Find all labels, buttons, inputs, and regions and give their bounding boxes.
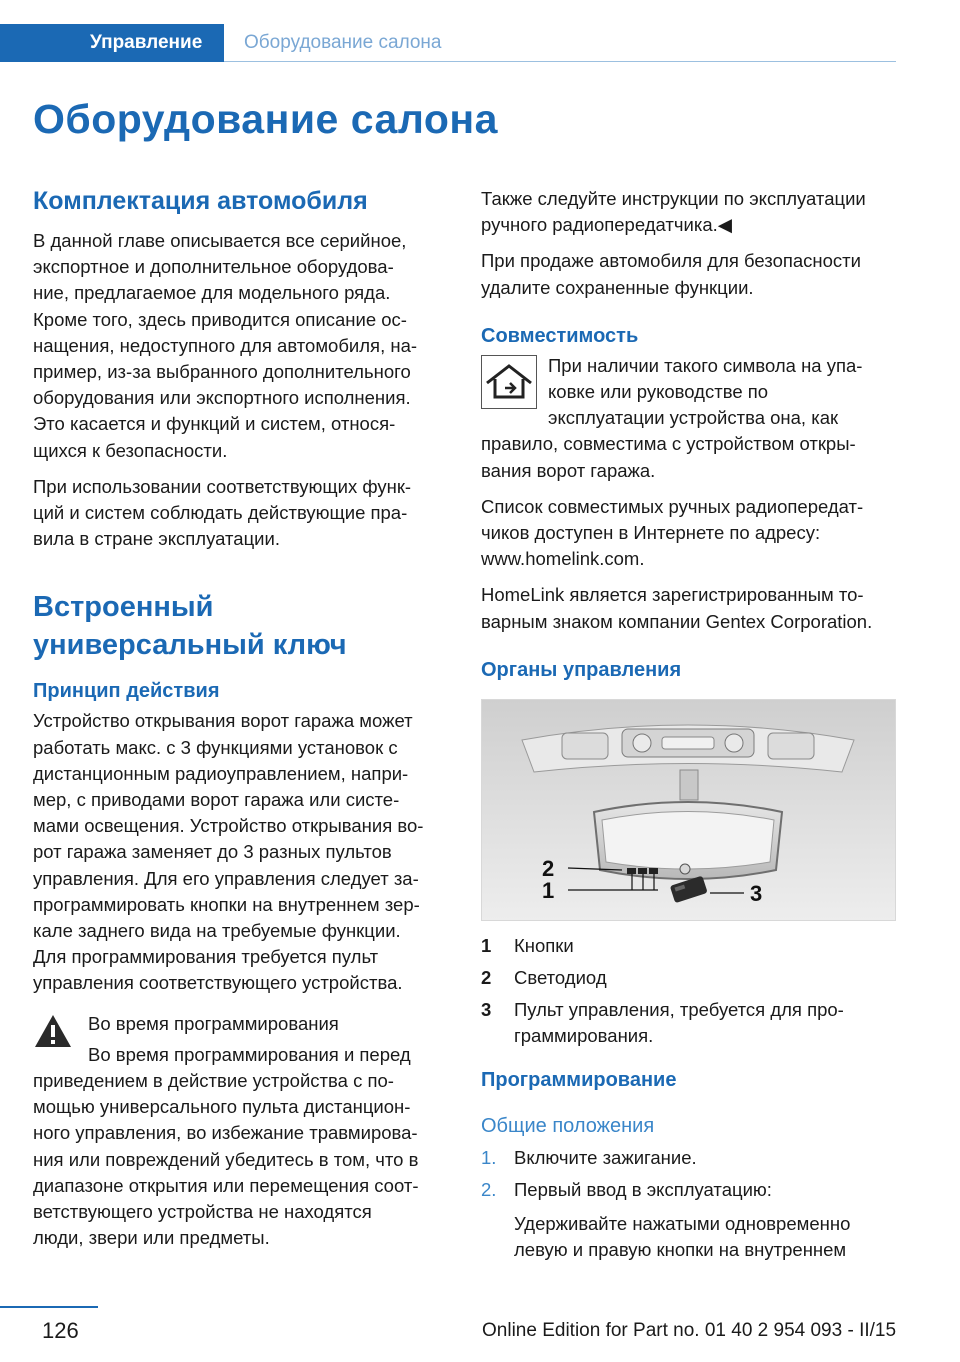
- heading-general: Общие положения: [481, 1114, 655, 1137]
- edition-note: Online Edition for Part no. 01 40 2 954 093 - II/15: [482, 1320, 897, 1341]
- paragraph-equipment: [33, 228, 453, 464]
- legend-text: граммирования.: [514, 1024, 654, 1046]
- text-line: работать макс. с 3 функциями установок с: [33, 736, 398, 758]
- text-line: вила в стране эксплуатации.: [33, 528, 280, 550]
- text-line: программировать кнопки на внутреннем зер‐: [33, 893, 420, 915]
- text-line: рот гаража заменяет до 3 разных пультов: [33, 841, 392, 863]
- list-item: [481, 965, 901, 991]
- paragraph-manual: [481, 186, 901, 238]
- text-line: удалите сохраненные функции.: [481, 276, 754, 298]
- heading-line: универсальный ключ: [33, 629, 347, 662]
- step-number: 2.: [481, 1178, 497, 1200]
- steps-list: [481, 1145, 901, 1265]
- text-line: мами освещения. Устройство открывания во‐: [33, 815, 424, 837]
- heading-programming: Программирование: [481, 1068, 677, 1091]
- text-line: люди, звери или предметы.: [33, 1227, 270, 1249]
- paragraph-usage: [33, 474, 453, 553]
- step-detail: [514, 1211, 904, 1263]
- text-line: Это касается и функций и систем, относя‐: [33, 413, 396, 435]
- text-line: ного управления, во избежание травмирова‐: [33, 1122, 418, 1144]
- text-line: Во время программирования и перед: [88, 1043, 411, 1065]
- paragraph-list: [481, 494, 901, 573]
- text-line: мощью универсального пульта дистанцион‐: [33, 1096, 411, 1118]
- legend-text: Кнопки: [514, 934, 574, 956]
- header-divider: [224, 61, 896, 62]
- text-line: ковке или руководстве по: [548, 381, 769, 403]
- paragraph-principle: [33, 708, 453, 996]
- left-column: [33, 186, 453, 1252]
- text-line: Кроме того, здесь приводится описание ос‐: [33, 308, 407, 330]
- figure-label-3: 3: [750, 880, 763, 906]
- text-line: ций и систем соблюдать действующие пра‐: [33, 502, 408, 524]
- text-line: дистанционным радиоуправлением, напри‐: [33, 762, 409, 784]
- text-line: www.homelink.com.: [481, 548, 645, 570]
- text-line: приведением в действие устройства с по‐: [33, 1070, 394, 1092]
- legend-number: 2: [481, 966, 492, 988]
- text-line: кале заднего вида на требуемые функции.: [33, 920, 401, 942]
- right-column: [481, 186, 901, 1265]
- legend-number: 3: [481, 998, 492, 1020]
- list-item: [481, 997, 901, 1049]
- text-line: Для программирования требуется пульт: [33, 946, 379, 968]
- header-tab-control-label: Управление: [90, 32, 203, 53]
- heading-principle: Принцип действия: [33, 680, 220, 703]
- mirror-figure: [481, 699, 896, 921]
- text-line: При использовании соответствующих функ‐: [33, 475, 412, 497]
- text-line: щихся к безопасности.: [33, 439, 228, 461]
- legend-number: 1: [481, 934, 492, 956]
- text-line: Удерживайте нажатыми одновременно: [514, 1212, 851, 1234]
- figure-label-2: 2: [542, 855, 555, 881]
- list-item: [481, 1145, 901, 1171]
- text-line: варным знаком компании Gentex Corporation.: [481, 610, 873, 632]
- header-tab-section[interactable]: Оборудование салона: [244, 32, 442, 53]
- text-line: При продаже автомобиля для безопасности: [481, 250, 861, 272]
- mirror-illustration: [482, 700, 895, 920]
- text-line: ния или повреждений убедитесь в том, что в: [33, 1148, 419, 1170]
- text-line: пример, из-за выбранного дополнительного: [33, 361, 411, 383]
- page-number: 126: [42, 1318, 79, 1343]
- text-line: Список совместимых ручных радиопередат‐: [481, 495, 864, 517]
- figure-label-1: 1: [542, 877, 555, 903]
- footer-divider: [0, 1306, 98, 1308]
- heading-universal-key: [33, 588, 453, 664]
- text-line: При наличии такого символа на упа‐: [548, 354, 863, 376]
- text-line: В данной главе описывается все серийное,: [33, 230, 407, 251]
- header-tab-control[interactable]: [0, 24, 224, 62]
- text-line: диапазоне открытия или перемещения соот‐: [33, 1174, 419, 1196]
- page-title: Оборудование салона: [33, 96, 498, 142]
- figure-legend: [481, 933, 901, 1045]
- paragraph-sale: [481, 248, 901, 300]
- warning-block: [33, 1011, 453, 1252]
- step-number: 1.: [481, 1146, 497, 1168]
- homelink-icon: [481, 355, 537, 409]
- text-line: левую и правую кнопки на внутреннем: [514, 1239, 847, 1261]
- heading-controls: Органы управления: [481, 658, 682, 681]
- paragraph-trademark: [481, 582, 901, 634]
- text-line: вания ворот гаража.: [481, 459, 656, 481]
- step-text: Включите зажигание.: [514, 1146, 697, 1168]
- text-line: оборудования или экспортного исполнения.: [33, 387, 411, 409]
- text-line: ручного радиопередатчика.◀: [481, 214, 732, 236]
- text-line: Устройство открывания ворот гаража может: [33, 710, 413, 732]
- heading-equipment: Комплектация автомобиля: [33, 187, 368, 215]
- text-line: HomeLink является зарегистрированным то‐: [481, 584, 864, 606]
- text-line: экспортное и дополнительное оборудова‐: [33, 256, 394, 278]
- text-line: ветствующего устройства не находятся: [33, 1201, 372, 1223]
- text-line: нащения, недоступного для автомобиля, на‐: [33, 334, 418, 356]
- text-line: мер, с приводами ворот гаража или систе‐: [33, 789, 400, 811]
- list-item: [481, 933, 901, 959]
- paragraph-compatibility: [481, 353, 901, 484]
- heading-compatibility: Совместимость: [481, 324, 639, 347]
- warning-triangle-icon: [33, 1013, 73, 1049]
- heading-line: Встроенный: [33, 591, 214, 624]
- text-line: ние, предлагаемое для модельного ряда.: [33, 282, 391, 304]
- text-line: управления соответствующего устройства.: [33, 972, 403, 994]
- legend-text: Пульт управления, требуется для про‐: [514, 998, 844, 1020]
- text-line: Также следуйте инструкции по эксплуатации: [481, 188, 866, 209]
- list-item: [481, 1177, 901, 1203]
- legend-text: Светодиод: [514, 966, 607, 988]
- text-line: правило, совместима с устройством откры‐: [481, 433, 856, 455]
- warning-title: Во время программирования: [88, 1012, 339, 1034]
- text-line: эксплуатации устройства она, как: [548, 407, 839, 429]
- text-line: чиков доступен в Интернете по адресу:: [481, 522, 821, 544]
- step-text: Первый ввод в эксплуатацию:: [514, 1178, 772, 1200]
- text-line: управления. Для его управления следует за‐: [33, 867, 419, 889]
